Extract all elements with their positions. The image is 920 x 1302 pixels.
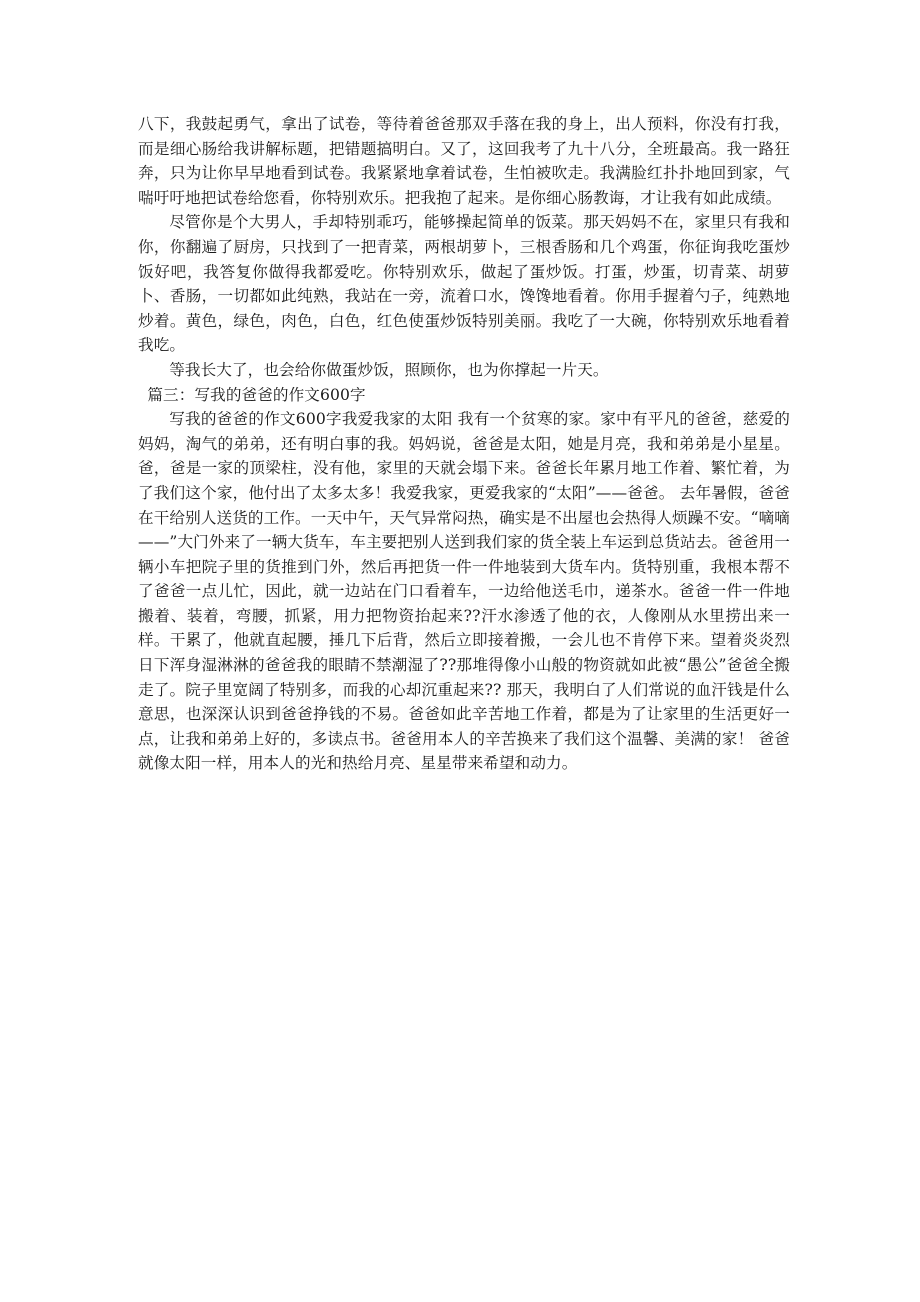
paragraph-fried-rice: 尽管你是个大男人，手却特别乖巧，能够操起简单的饭菜。那天妈妈不在，家里只有我和你，你翻遍了厨房，只找到了一把青菜，两根胡萝卜，三根香肠和几个鸡蛋，你征询我吃蛋炒饭好吧，我答复你做得我都爱吃。你特别欢乐，做起了蛋炒饭。打蛋，炒蛋，切青菜、胡萝卜、香肠，一切都如此纯熟，我站在一旁，流着口水，馋馋地看着。你用手握着勺子，纯熟地炒着。黄色，绿色，肉色，白色，红色使蛋炒饭特别美丽。我吃了一大碗，你特别欢乐地看着我吃。 xyxy=(138,213,790,355)
document-body xyxy=(138,112,790,776)
paragraph-sun-father: 写我的爸爸的作文600字我爱我家的太阳 我有一个贫寒的家。家中有平凡的爸爸，慈爱的妈妈，淘气的弟弟，还有明白事的我。妈妈说，爸爸是太阳，她是月亮，我和弟弟是小星星。爸，爸是一家的顶梁柱，没有他，家里的天就会塌下来。爸爸长年累月地工作着、繁忙着，为了我们这个家，他付出了太多太多！我爱我家，更爱我家的“太阳”——爸爸。 去年暑假，爸爸在干给别人送货的工作。一天中午，天气异常闷热，确实是不出屋也会热得人烦躁不安。“嘀嘀——”大门外来了一辆大货车，车主要把别人送到我们家的货全装上车运到总货站去。爸爸用一辆小车把院子里的货推到门外，然后再把货一件一件地装到大货车内。货特别重，我根本帮不了爸爸一点儿忙，因此，就一边站在门口看着车，一边给他送毛巾，递茶水。爸爸一件一件地搬着、装着，弯腰，抓紧，用力把物资抬起来??汗水渗透了他的衣，人像刚从水里捞出来一样。干累了，他就直起腰，捶几下后背，然后立即接着搬，一会儿也不肯停下来。望着炎炎烈日下浑身湿淋淋的爸爸我的眼睛不禁潮湿了??那堆得像小山般的物资就如此被“愚公”爸爸全搬走了。院子里宽阔了特别多，而我的心却沉重起来?? 那天，我明白了人们常说的血汗钱是什么意思，也深深认识到爸爸挣钱的不易。爸爸如此辛苦地工作着，都是为了让家里的生活更好一点，让我和弟弟上好的，多读点书。爸爸用本人的辛苦换来了我们这个温馨、美满的家！ 爸爸就像太阳一样，用本人的光和热给月亮、星星带来希望和动力。 xyxy=(138,410,790,773)
paragraph-grow-up: 等我长大了，也会给你做蛋炒饭，照顾你，也为你撑起一片天。 xyxy=(169,360,609,379)
paragraph-exam: 八下，我鼓起勇气，拿出了试卷，等待着爸爸那双手落在我的身上，出人预料，你没有打我，而是细心肠给我讲解标题，把错题搞明白。又了，这回我考了九十八分，全班最高。我一路狂奔，只为让你早早地看到试卷。我紧紧地拿着试卷，生怕被吹走。我满脸红扑扑地回到家，气喘吁吁地把试卷给您看，你特别欢乐。把我抱了起来。是你细心肠教诲，才让我有如此成绩。 xyxy=(138,115,790,207)
section-title: 篇三：写我的爸爸的作文600字 xyxy=(147,385,366,404)
